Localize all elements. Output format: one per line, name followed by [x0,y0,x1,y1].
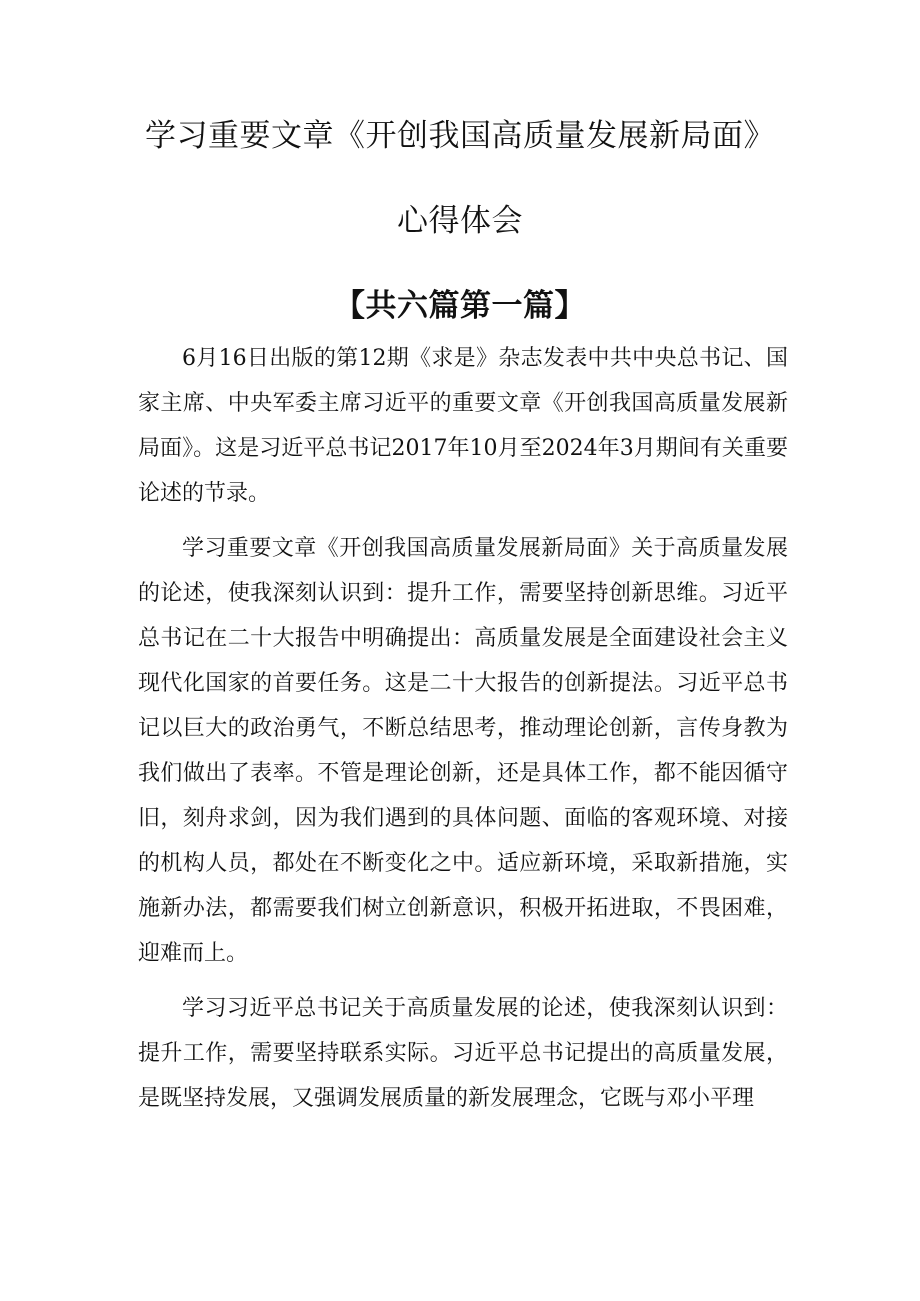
paragraph-1: 6月16日出版的第12期《求是》杂志发表中共中央总书记、国家主席、中央军委主席习近平的重要文章《开创我国高质量发展新局面》。这是习近平总书记2017年10月至2024年3月期间有关重要论述的节录。 [138,346,788,506]
document-body [138,336,788,1131]
paragraph-2: 学习重要文章《开创我国高质量发展新局面》关于高质量发展的论述，使我深刻认识到：提升工作，需要坚持创新思维。习近平总书记在二十大报告中明确提出：高质量发展是全面建设社会主义现代化国家的首要任务。这是二十大报告的创新提法。习近平总书记以巨大的政治勇气，不断总结思考，推动理论创新，言传身教为我们做出了表率。不管是理论创新，还是具体工作，都不能因循守旧，刻舟求剑，因为我们遇到的具体问题、面临的客观环境、对接的机构人员，都处在不断变化之中。适应新环境，采取新措施，实施新办法，都需要我们树立创新意识，积极开拓进取，不畏困难，迎难而上。 [138,536,788,966]
document-title-line-2: 心得体会 [397,203,523,239]
document-title-line-1: 学习重要文章《开创我国高质量发展新局面》 [145,118,775,154]
paragraph-3: 学习习近平总书记关于高质量发展的论述，使我深刻认识到：提升工作，需要坚持联系实际。习近平总书记提出的高质量发展，是既坚持发展，又强调发展质量的新发展理念，它既与邓小平理 [138,996,788,1111]
document-subtitle: 【共六篇第一篇】 [334,288,586,324]
